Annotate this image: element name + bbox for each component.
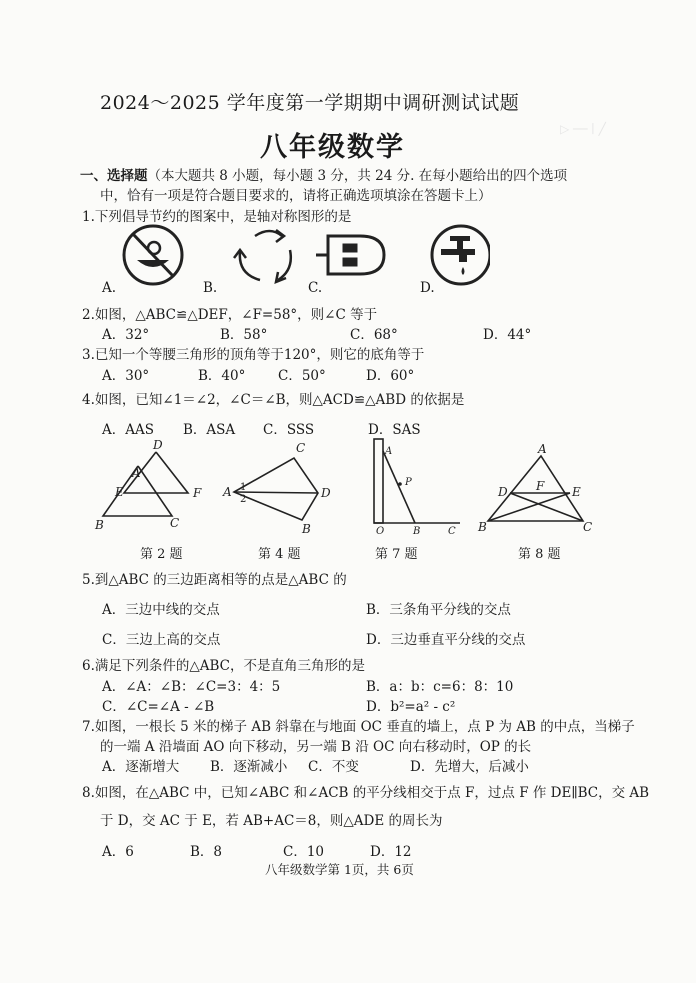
fig8-label-e: E — [572, 485, 581, 499]
q2-option-d: D．44° — [483, 327, 532, 343]
subject-title: 八年级数学 — [260, 132, 405, 163]
q1-label-c: C. — [308, 280, 323, 296]
section-instructions-1: （本大题共 8 小题，每小题 3 分，共 24 分. 在每小题给出的四个选项 — [147, 168, 568, 184]
fig2-label-f: F — [193, 486, 202, 500]
q2-option-b: B．58° — [220, 327, 268, 343]
q8-option-b: B．8 — [190, 844, 223, 860]
fig4-label-1: 1 — [240, 482, 247, 493]
fig8-label-b: B — [478, 520, 487, 534]
q4-option-c: C．SSS — [263, 422, 315, 438]
water-faucet-icon — [432, 226, 490, 284]
q5-stem: 5.到△ABC 的三边距离相等的点是△ABC 的 — [82, 572, 347, 588]
fig7-label-p: P — [405, 477, 412, 488]
fig8-label-a: A — [538, 442, 547, 456]
fig4-caption: 第 4 题 — [258, 547, 301, 562]
q4-option-d: D．SAS — [368, 422, 421, 438]
figure-4 — [234, 458, 318, 520]
q6-stem: 6.满足下列条件的△ABC，不是直角三角形的是 — [82, 658, 366, 674]
fig2-label-c: C — [170, 516, 180, 530]
page-footer: 八年级数学第 1页，共 6页 — [265, 862, 414, 877]
q3-option-b: B．40° — [198, 368, 246, 384]
fig4-label-d: D — [321, 486, 331, 500]
q5-option-a: A．三边中线的交点 — [102, 602, 220, 618]
section-instructions-2: 中，恰有一项是符合题目要求的，请将正确选项填涂在答题卡上） — [100, 188, 492, 204]
bleed-through-text: ▷ ── ∣ ╱ — [560, 122, 606, 136]
fig8-caption: 第 8 题 — [518, 547, 561, 562]
q3-option-c: C．50° — [278, 368, 326, 384]
q6-option-a: A．∠A：∠B：∠C=3：4：5 — [102, 679, 281, 695]
exam-title: 2024～2025 学年度第一学期期中调研测试试题 — [100, 92, 520, 114]
fig4-label-b: B — [302, 522, 311, 536]
figure-2 — [103, 452, 188, 516]
q7-option-c: C．不变 — [308, 759, 359, 775]
section-heading — [80, 164, 567, 184]
q7-stem-line1: 7.如图，一根长 5 米的梯子 AB 斜靠在与地面 OC 垂直的墙上，点 P 为 AB 的中点，当梯子 — [82, 719, 635, 735]
q6-option-c: C．∠C=∠A - ∠B — [102, 699, 215, 715]
q5-option-d: D．三边垂直平分线的交点 — [366, 632, 526, 648]
q1-label-d: D. — [420, 280, 435, 296]
q8-option-d: D．12 — [370, 844, 412, 860]
fig7-label-o: O — [376, 526, 385, 537]
q1-label-a: A. — [102, 280, 117, 296]
q7-stem-line2: 的一端 A 沿墙面 AO 向下移动，另一端 B 沿 OC 向右移动时，OP 的长 — [100, 739, 532, 755]
fig7-label-a: A — [385, 446, 393, 457]
q7-option-b: B．逐渐减小 — [210, 759, 288, 775]
q8-stem-line1: 8.如图，在△ABC 中，已知∠ABC 和∠ACB 的平分线相交于点 F，过点 F 作 DE∥BC，交 AB — [82, 785, 650, 801]
fig8-label-f: F — [536, 479, 545, 493]
fig4-label-a: A — [223, 485, 232, 499]
q8-option-c: C．10 — [283, 844, 325, 860]
section-heading-label: 一、选择题 — [80, 168, 148, 184]
q3-stem: 3.已知一个等腰三角形的顶角等于120°，则它的底角等于 — [82, 347, 425, 363]
q5-option-b: B．三条角平分线的交点 — [366, 602, 511, 618]
fig7-caption: 第 7 题 — [375, 547, 418, 562]
q2-option-a: A．32° — [102, 327, 150, 343]
q7-option-d: D．先增大，后减小 — [410, 759, 529, 775]
fig2-label-a: A — [132, 466, 141, 480]
q8-stem-line2: 于 D，交 AC 于 E，若 AB+AC＝8，则△ADE 的周长为 — [100, 813, 443, 829]
fig7-label-c: C — [448, 526, 456, 537]
fig2-label-b: B — [95, 518, 104, 532]
q2-stem: 2.如图，△ABC≌△DEF，∠F=58°，则∠C 等于 — [82, 307, 378, 323]
q1-stem: 1.下列倡导节约的图案中，是轴对称图形的是 — [82, 209, 352, 225]
fig2-caption: 第 2 题 — [140, 547, 183, 562]
q4-option-b: B．ASA — [183, 422, 236, 438]
recycle-arrows-icon — [234, 230, 291, 282]
fig2-label-e: E — [115, 485, 124, 499]
q7-option-a: A．逐渐增大 — [102, 759, 180, 775]
q1-label-b: B. — [203, 280, 218, 296]
q3-option-d: D．60° — [366, 368, 415, 384]
q8-option-a: A．6 — [102, 844, 134, 860]
fig8-label-c: C — [583, 520, 593, 534]
fig4-label-2: 2 — [240, 494, 247, 505]
q6-option-d: D．b²=a² - c² — [366, 699, 456, 715]
figures-row — [80, 436, 620, 546]
fig2-label-d: D — [153, 438, 163, 452]
fig7-label-b: B — [413, 526, 421, 537]
no-food-waste-icon — [124, 226, 182, 284]
q5-option-c: C．三边上高的交点 — [102, 632, 221, 648]
q3-option-a: A．30° — [102, 368, 150, 384]
q2-option-c: C．68° — [350, 327, 398, 343]
q4-option-a: A．AAS — [102, 422, 154, 438]
power-plug-icon — [316, 236, 384, 274]
q6-option-b: B．a：b：c=6：8：10 — [366, 679, 514, 695]
fig8-label-d: D — [498, 485, 508, 499]
fig4-label-c: C — [296, 441, 306, 455]
q4-stem: 4.如图，已知∠1＝∠2，∠C＝∠B，则△ACD≌△ABD 的依据是 — [82, 392, 465, 408]
